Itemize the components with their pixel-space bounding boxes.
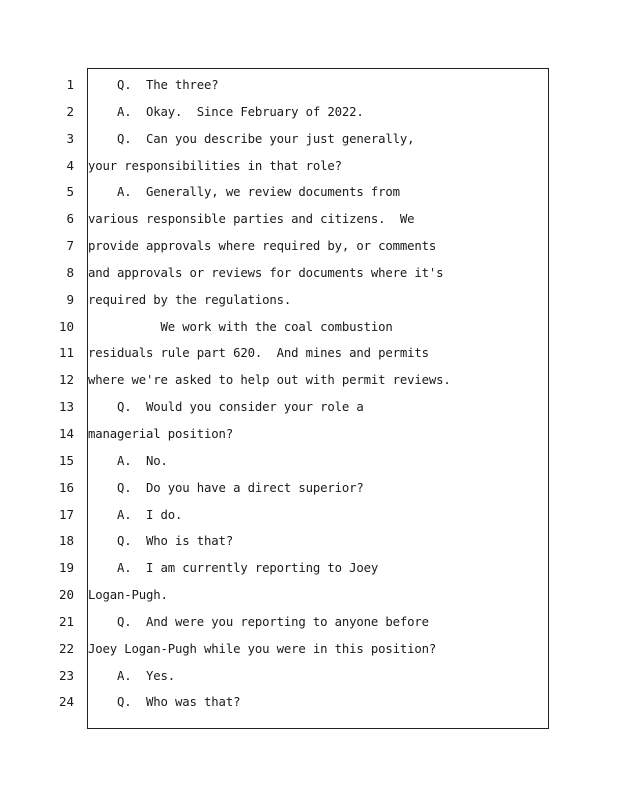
line-number: 21 (58, 613, 74, 629)
transcript-line: required by the regulations. (88, 292, 292, 307)
transcript-line: Q. Would you consider your role a (88, 400, 364, 415)
line-number: 10 (58, 318, 74, 334)
line-number: 16 (58, 479, 74, 495)
line-number: 23 (58, 667, 74, 683)
transcript-line: and approvals or reviews for documents where it's (88, 265, 444, 280)
line-number: 5 (66, 184, 74, 200)
transcript-line: Q. Do you have a direct superior? (88, 480, 364, 495)
transcript-line: Joey Logan-Pugh while you were in this position? (88, 641, 437, 656)
transcript-line: A. Okay. Since February of 2022. (88, 104, 364, 119)
transcript-line: Q. Can you describe your just generally, (88, 131, 415, 146)
transcript-line: We work with the coal combustion (88, 319, 393, 334)
transcript-line: Q. Who is that? (88, 534, 234, 549)
line-number: 9 (66, 291, 74, 307)
line-number: 1 (66, 77, 74, 92)
line-number: 20 (58, 587, 74, 603)
transcript-line: your responsibilities in that role? (88, 158, 342, 173)
line-number: 11 (58, 345, 74, 361)
line-number: 17 (58, 506, 74, 522)
transcript-line: A. I am currently reporting to Joey (88, 561, 379, 576)
transcript-line: Logan-Pugh. (88, 588, 168, 603)
line-number: 15 (58, 452, 74, 468)
line-number: 22 (58, 640, 74, 656)
transcript-line: where we're asked to help out with permit reviews. (88, 373, 451, 388)
line-number: 13 (58, 399, 74, 415)
transcript-line: A. I do. (88, 507, 183, 522)
line-number: 4 (66, 157, 74, 173)
line-number: 18 (58, 533, 74, 549)
line-number: 7 (66, 238, 74, 254)
line-number: 8 (66, 264, 74, 280)
transcript-line: A. Generally, we review documents from (88, 185, 400, 200)
transcript-line: various responsible parties and citizens. We (88, 212, 415, 227)
line-number: 2 (66, 103, 74, 119)
line-number: 24 (58, 694, 74, 710)
transcript-line: Q. Who was that? (88, 695, 241, 710)
transcript-line: residuals rule part 620. And mines and permits (88, 346, 429, 361)
line-number: 6 (66, 211, 74, 227)
transcript-line: A. Yes. (88, 668, 176, 683)
line-number: 14 (58, 425, 74, 441)
transcript-line: managerial position? (88, 426, 234, 441)
line-number: 12 (58, 372, 74, 388)
line-number-column (0, 77, 74, 721)
line-number: 3 (66, 130, 74, 146)
line-number: 19 (58, 560, 74, 576)
transcript-line: provide approvals where required by, or comments (88, 239, 437, 254)
transcript-body (88, 77, 543, 721)
transcript-line: A. No. (88, 453, 168, 468)
transcript-line: Q. And were you reporting to anyone before (88, 614, 429, 629)
transcript-line: Q. The three? (88, 78, 219, 92)
